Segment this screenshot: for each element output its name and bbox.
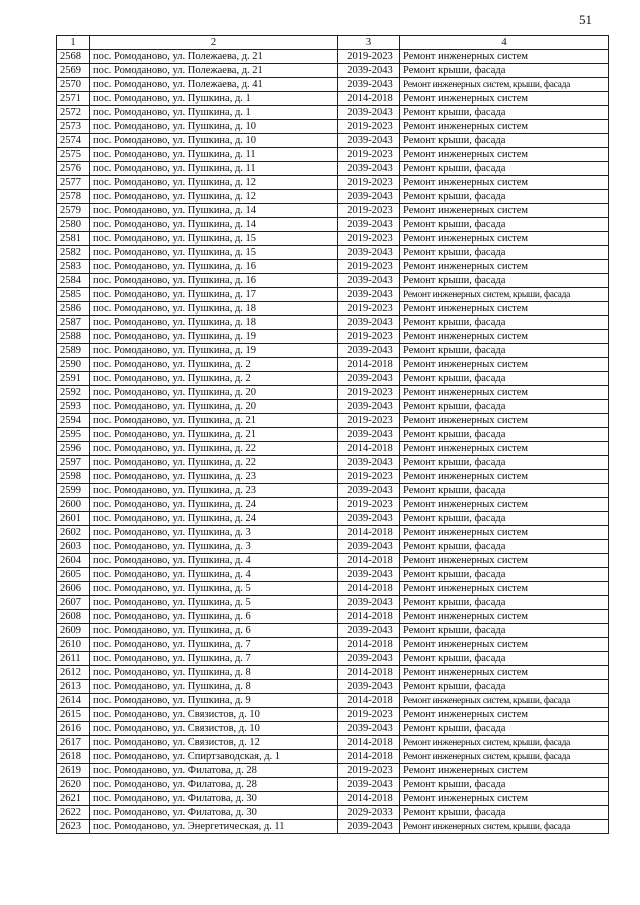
period-cell: 2019-2023 [338, 260, 400, 274]
row-number-cell: 2576 [57, 162, 90, 176]
address-cell: пос. Ромоданово, ул. Пушкина, д. 21 [90, 414, 338, 428]
table-row [57, 456, 609, 470]
period-cell: 2039-2043 [338, 78, 400, 92]
work-type-cell: Ремонт крыши, фасада [400, 596, 609, 610]
address-cell: пос. Ромоданово, ул. Пушкина, д. 15 [90, 232, 338, 246]
address-cell: пос. Ромоданово, ул. Пушкина, д. 11 [90, 148, 338, 162]
table-row [57, 316, 609, 330]
period-cell: 2039-2043 [338, 162, 400, 176]
address-cell: пос. Ромоданово, ул. Пушкина, д. 23 [90, 484, 338, 498]
row-number-cell: 2607 [57, 596, 90, 610]
work-type-cell: Ремонт инженерных систем, крыши, фасада [400, 78, 609, 92]
period-cell: 2019-2023 [338, 120, 400, 134]
table-row [57, 176, 609, 190]
period-cell: 2014-2018 [338, 638, 400, 652]
work-type-cell: Ремонт крыши, фасада [400, 246, 609, 260]
table-row [57, 806, 609, 820]
address-cell: пос. Ромоданово, ул. Пушкина, д. 24 [90, 512, 338, 526]
table-row [57, 344, 609, 358]
address-cell: пос. Ромоданово, ул. Пушкина, д. 18 [90, 316, 338, 330]
period-cell: 2039-2043 [338, 372, 400, 386]
work-type-cell: Ремонт инженерных систем, крыши, фасада [400, 288, 609, 302]
table-row [57, 624, 609, 638]
address-cell: пос. Ромоданово, ул. Филатова, д. 30 [90, 806, 338, 820]
period-cell: 2014-2018 [338, 554, 400, 568]
row-number-cell: 2621 [57, 792, 90, 806]
period-cell: 2019-2023 [338, 414, 400, 428]
period-cell: 2039-2043 [338, 400, 400, 414]
table-row [57, 148, 609, 162]
row-number-cell: 2578 [57, 190, 90, 204]
table-row [57, 568, 609, 582]
period-cell: 2014-2018 [338, 526, 400, 540]
table-row [57, 484, 609, 498]
table-row [57, 596, 609, 610]
address-cell: пос. Ромоданово, ул. Пушкина, д. 7 [90, 652, 338, 666]
row-number-cell: 2575 [57, 148, 90, 162]
work-type-cell: Ремонт инженерных систем [400, 554, 609, 568]
address-cell: пос. Ромоданово, ул. Полежаева, д. 21 [90, 64, 338, 78]
period-cell: 2014-2018 [338, 666, 400, 680]
table-row [57, 638, 609, 652]
work-type-cell: Ремонт крыши, фасада [400, 106, 609, 120]
row-number-cell: 2596 [57, 442, 90, 456]
table-row [57, 190, 609, 204]
period-cell: 2039-2043 [338, 722, 400, 736]
period-cell: 2014-2018 [338, 442, 400, 456]
address-cell: пос. Ромоданово, ул. Пушкина, д. 24 [90, 498, 338, 512]
table-row [57, 246, 609, 260]
work-type-cell: Ремонт инженерных систем [400, 50, 609, 64]
row-number-cell: 2622 [57, 806, 90, 820]
repair-schedule-table [56, 35, 609, 834]
table-body [57, 50, 609, 834]
table-row [57, 694, 609, 708]
period-cell: 2039-2043 [338, 456, 400, 470]
row-number-cell: 2591 [57, 372, 90, 386]
row-number-cell: 2604 [57, 554, 90, 568]
period-cell: 2039-2043 [338, 190, 400, 204]
address-cell: пос. Ромоданово, ул. Пушкина, д. 23 [90, 470, 338, 484]
address-cell: пос. Ромоданово, ул. Пушкина, д. 3 [90, 540, 338, 554]
table-row [57, 134, 609, 148]
period-cell: 2039-2043 [338, 820, 400, 834]
row-number-cell: 2568 [57, 50, 90, 64]
row-number-cell: 2611 [57, 652, 90, 666]
row-number-cell: 2571 [57, 92, 90, 106]
address-cell: пос. Ромоданово, ул. Пушкина, д. 6 [90, 624, 338, 638]
work-type-cell: Ремонт инженерных систем [400, 708, 609, 722]
work-type-cell: Ремонт крыши, фасада [400, 568, 609, 582]
period-cell: 2039-2043 [338, 484, 400, 498]
table-row [57, 288, 609, 302]
table-row [57, 610, 609, 624]
address-cell: пос. Ромоданово, ул. Пушкина, д. 20 [90, 400, 338, 414]
row-number-cell: 2574 [57, 134, 90, 148]
period-cell: 2019-2023 [338, 232, 400, 246]
work-type-cell: Ремонт инженерных систем [400, 638, 609, 652]
table-row [57, 540, 609, 554]
table-row [57, 302, 609, 316]
work-type-cell: Ремонт инженерных систем [400, 302, 609, 316]
table-row [57, 820, 609, 834]
row-number-cell: 2580 [57, 218, 90, 232]
period-cell: 2039-2043 [338, 512, 400, 526]
row-number-cell: 2613 [57, 680, 90, 694]
address-cell: пос. Ромоданово, ул. Пушкина, д. 5 [90, 582, 338, 596]
period-cell: 2019-2023 [338, 148, 400, 162]
period-cell: 2014-2018 [338, 736, 400, 750]
address-cell: пос. Ромоданово, ул. Пушкина, д. 14 [90, 204, 338, 218]
address-cell: пос. Ромоданово, ул. Пушкина, д. 22 [90, 456, 338, 470]
row-number-cell: 2614 [57, 694, 90, 708]
row-number-cell: 2572 [57, 106, 90, 120]
page-number: 51 [579, 12, 592, 27]
column-number-row [57, 36, 609, 50]
address-cell: пос. Ромоданово, ул. Пушкина, д. 3 [90, 526, 338, 540]
period-cell: 2039-2043 [338, 218, 400, 232]
address-cell: пос. Ромоданово, ул. Пушкина, д. 2 [90, 372, 338, 386]
period-cell: 2019-2023 [338, 204, 400, 218]
row-number-cell: 2586 [57, 302, 90, 316]
column-header-1: 1 [57, 36, 90, 50]
table-row [57, 162, 609, 176]
table-row [57, 106, 609, 120]
table-row [57, 764, 609, 778]
table-row [57, 442, 609, 456]
period-cell: 2039-2043 [338, 134, 400, 148]
row-number-cell: 2599 [57, 484, 90, 498]
column-header-2: 2 [90, 36, 338, 50]
table-row [57, 218, 609, 232]
work-type-cell: Ремонт инженерных систем [400, 204, 609, 218]
work-type-cell: Ремонт крыши, фасада [400, 428, 609, 442]
period-cell: 2014-2018 [338, 694, 400, 708]
row-number-cell: 2608 [57, 610, 90, 624]
table-row [57, 64, 609, 78]
period-cell: 2019-2023 [338, 176, 400, 190]
row-number-cell: 2579 [57, 204, 90, 218]
row-number-cell: 2620 [57, 778, 90, 792]
row-number-cell: 2598 [57, 470, 90, 484]
period-cell: 2039-2043 [338, 344, 400, 358]
work-type-cell: Ремонт инженерных систем [400, 526, 609, 540]
row-number-cell: 2593 [57, 400, 90, 414]
address-cell: пос. Ромоданово, ул. Пушкина, д. 2 [90, 358, 338, 372]
work-type-cell: Ремонт инженерных систем [400, 582, 609, 596]
row-number-cell: 2617 [57, 736, 90, 750]
address-cell: пос. Ромоданово, ул. Полежаева, д. 21 [90, 50, 338, 64]
table-row [57, 722, 609, 736]
work-type-cell: Ремонт инженерных систем [400, 414, 609, 428]
work-type-cell: Ремонт инженерных систем, крыши, фасада [400, 820, 609, 834]
work-type-cell: Ремонт инженерных систем [400, 148, 609, 162]
work-type-cell: Ремонт крыши, фасада [400, 806, 609, 820]
address-cell: пос. Ромоданово, ул. Пушкина, д. 16 [90, 260, 338, 274]
row-number-cell: 2569 [57, 64, 90, 78]
work-type-cell: Ремонт инженерных систем [400, 470, 609, 484]
address-cell: пос. Ромоданово, ул. Пушкина, д. 4 [90, 554, 338, 568]
row-number-cell: 2585 [57, 288, 90, 302]
work-type-cell: Ремонт инженерных систем [400, 386, 609, 400]
row-number-cell: 2582 [57, 246, 90, 260]
work-type-cell: Ремонт крыши, фасада [400, 484, 609, 498]
table-row [57, 372, 609, 386]
work-type-cell: Ремонт инженерных систем, крыши, фасада [400, 750, 609, 764]
address-cell: пос. Ромоданово, ул. Пушкина, д. 1 [90, 92, 338, 106]
period-cell: 2019-2023 [338, 498, 400, 512]
table-row [57, 428, 609, 442]
table-row [57, 204, 609, 218]
table-row [57, 708, 609, 722]
row-number-cell: 2615 [57, 708, 90, 722]
address-cell: пос. Ромоданово, ул. Пушкина, д. 5 [90, 596, 338, 610]
row-number-cell: 2577 [57, 176, 90, 190]
address-cell: пос. Ромоданово, ул. Связистов, д. 10 [90, 722, 338, 736]
row-number-cell: 2618 [57, 750, 90, 764]
period-cell: 2019-2023 [338, 470, 400, 484]
table-row [57, 652, 609, 666]
table-row [57, 92, 609, 106]
work-type-cell: Ремонт крыши, фасада [400, 624, 609, 638]
row-number-cell: 2597 [57, 456, 90, 470]
row-number-cell: 2573 [57, 120, 90, 134]
period-cell: 2014-2018 [338, 610, 400, 624]
address-cell: пос. Ромоданово, ул. Пушкина, д. 8 [90, 680, 338, 694]
work-type-cell: Ремонт инженерных систем [400, 764, 609, 778]
row-number-cell: 2584 [57, 274, 90, 288]
address-cell: пос. Ромоданово, ул. Пушкина, д. 11 [90, 162, 338, 176]
table-row [57, 232, 609, 246]
address-cell: пос. Ромоданово, ул. Пушкина, д. 8 [90, 666, 338, 680]
period-cell: 2014-2018 [338, 358, 400, 372]
address-cell: пос. Ромоданово, ул. Энергетическая, д. 11 [90, 820, 338, 834]
table-row [57, 400, 609, 414]
address-cell: пос. Ромоданово, ул. Спиртзаводская, д. 1 [90, 750, 338, 764]
column-header-4: 4 [400, 36, 609, 50]
work-type-cell: Ремонт крыши, фасада [400, 456, 609, 470]
table-row [57, 414, 609, 428]
period-cell: 2019-2023 [338, 50, 400, 64]
work-type-cell: Ремонт крыши, фасада [400, 190, 609, 204]
period-cell: 2019-2023 [338, 764, 400, 778]
row-number-cell: 2609 [57, 624, 90, 638]
address-cell: пос. Ромоданово, ул. Пушкина, д. 4 [90, 568, 338, 582]
period-cell: 2029-2033 [338, 806, 400, 820]
table-row [57, 330, 609, 344]
period-cell: 2014-2018 [338, 92, 400, 106]
address-cell: пос. Ромоданово, ул. Пушкина, д. 18 [90, 302, 338, 316]
period-cell: 2039-2043 [338, 680, 400, 694]
table-row [57, 582, 609, 596]
period-cell: 2039-2043 [338, 288, 400, 302]
work-type-cell: Ремонт инженерных систем [400, 120, 609, 134]
row-number-cell: 2570 [57, 78, 90, 92]
period-cell: 2039-2043 [338, 106, 400, 120]
address-cell: пос. Ромоданово, ул. Пушкина, д. 22 [90, 442, 338, 456]
address-cell: пос. Ромоданово, ул. Пушкина, д. 12 [90, 190, 338, 204]
table-row [57, 792, 609, 806]
work-type-cell: Ремонт инженерных систем [400, 232, 609, 246]
work-type-cell: Ремонт крыши, фасада [400, 218, 609, 232]
work-type-cell: Ремонт крыши, фасада [400, 64, 609, 78]
address-cell: пос. Ромоданово, ул. Пушкина, д. 19 [90, 344, 338, 358]
table-row [57, 736, 609, 750]
row-number-cell: 2590 [57, 358, 90, 372]
period-cell: 2019-2023 [338, 386, 400, 400]
row-number-cell: 2605 [57, 568, 90, 582]
address-cell: пос. Ромоданово, ул. Пушкина, д. 6 [90, 610, 338, 624]
table-row [57, 260, 609, 274]
row-number-cell: 2588 [57, 330, 90, 344]
table-row [57, 274, 609, 288]
address-cell: пос. Ромоданово, ул. Филатова, д. 30 [90, 792, 338, 806]
period-cell: 2014-2018 [338, 750, 400, 764]
period-cell: 2019-2023 [338, 708, 400, 722]
row-number-cell: 2601 [57, 512, 90, 526]
address-cell: пос. Ромоданово, ул. Пушкина, д. 17 [90, 288, 338, 302]
address-cell: пос. Ромоданово, ул. Пушкина, д. 10 [90, 134, 338, 148]
address-cell: пос. Ромоданово, ул. Связистов, д. 12 [90, 736, 338, 750]
period-cell: 2014-2018 [338, 792, 400, 806]
table-row [57, 526, 609, 540]
row-number-cell: 2594 [57, 414, 90, 428]
work-type-cell: Ремонт инженерных систем [400, 610, 609, 624]
period-cell: 2039-2043 [338, 246, 400, 260]
period-cell: 2039-2043 [338, 624, 400, 638]
work-type-cell: Ремонт инженерных систем [400, 442, 609, 456]
column-header-3: 3 [338, 36, 400, 50]
address-cell: пос. Ромоданово, ул. Полежаева, д. 41 [90, 78, 338, 92]
address-cell: пос. Ромоданово, ул. Пушкина, д. 7 [90, 638, 338, 652]
period-cell: 2039-2043 [338, 652, 400, 666]
work-type-cell: Ремонт крыши, фасада [400, 372, 609, 386]
work-type-cell: Ремонт крыши, фасада [400, 652, 609, 666]
address-cell: пос. Ромоданово, ул. Пушкина, д. 15 [90, 246, 338, 260]
period-cell: 2039-2043 [338, 64, 400, 78]
period-cell: 2039-2043 [338, 428, 400, 442]
address-cell: пос. Ромоданово, ул. Пушкина, д. 19 [90, 330, 338, 344]
row-number-cell: 2602 [57, 526, 90, 540]
row-number-cell: 2610 [57, 638, 90, 652]
period-cell: 2039-2043 [338, 274, 400, 288]
period-cell: 2039-2043 [338, 568, 400, 582]
work-type-cell: Ремонт инженерных систем, крыши, фасада [400, 694, 609, 708]
address-cell: пос. Ромоданово, ул. Пушкина, д. 14 [90, 218, 338, 232]
work-type-cell: Ремонт инженерных систем [400, 260, 609, 274]
table-row [57, 120, 609, 134]
work-type-cell: Ремонт крыши, фасада [400, 316, 609, 330]
work-type-cell: Ремонт крыши, фасада [400, 400, 609, 414]
row-number-cell: 2595 [57, 428, 90, 442]
address-cell: пос. Ромоданово, ул. Пушкина, д. 16 [90, 274, 338, 288]
row-number-cell: 2603 [57, 540, 90, 554]
table-row [57, 470, 609, 484]
table-row [57, 666, 609, 680]
work-type-cell: Ремонт инженерных систем [400, 330, 609, 344]
work-type-cell: Ремонт крыши, фасада [400, 722, 609, 736]
work-type-cell: Ремонт крыши, фасада [400, 680, 609, 694]
table-row [57, 358, 609, 372]
address-cell: пос. Ромоданово, ул. Пушкина, д. 12 [90, 176, 338, 190]
table-row [57, 680, 609, 694]
address-cell: пос. Ромоданово, ул. Филатова, д. 28 [90, 778, 338, 792]
row-number-cell: 2619 [57, 764, 90, 778]
address-cell: пос. Ромоданово, ул. Пушкина, д. 1 [90, 106, 338, 120]
period-cell: 2019-2023 [338, 330, 400, 344]
work-type-cell: Ремонт крыши, фасада [400, 540, 609, 554]
work-type-cell: Ремонт инженерных систем [400, 498, 609, 512]
work-type-cell: Ремонт инженерных систем [400, 358, 609, 372]
address-cell: пос. Ромоданово, ул. Пушкина, д. 10 [90, 120, 338, 134]
row-number-cell: 2600 [57, 498, 90, 512]
address-cell: пос. Ромоданово, ул. Пушкина, д. 20 [90, 386, 338, 400]
period-cell: 2039-2043 [338, 778, 400, 792]
work-type-cell: Ремонт инженерных систем [400, 176, 609, 190]
table-row [57, 512, 609, 526]
work-type-cell: Ремонт крыши, фасада [400, 162, 609, 176]
work-type-cell: Ремонт крыши, фасада [400, 512, 609, 526]
table-row [57, 386, 609, 400]
work-type-cell: Ремонт инженерных систем [400, 92, 609, 106]
address-cell: пос. Ромоданово, ул. Филатова, д. 28 [90, 764, 338, 778]
table-row [57, 778, 609, 792]
period-cell: 2039-2043 [338, 316, 400, 330]
work-type-cell: Ремонт крыши, фасада [400, 134, 609, 148]
row-number-cell: 2606 [57, 582, 90, 596]
row-number-cell: 2592 [57, 386, 90, 400]
work-type-cell: Ремонт крыши, фасада [400, 778, 609, 792]
period-cell: 2039-2043 [338, 540, 400, 554]
table-row [57, 750, 609, 764]
address-cell: пос. Ромоданово, ул. Пушкина, д. 21 [90, 428, 338, 442]
work-type-cell: Ремонт крыши, фасада [400, 344, 609, 358]
address-cell: пос. Ромоданово, ул. Связистов, д. 10 [90, 708, 338, 722]
address-cell: пос. Ромоданово, ул. Пушкина, д. 9 [90, 694, 338, 708]
row-number-cell: 2581 [57, 232, 90, 246]
period-cell: 2019-2023 [338, 302, 400, 316]
row-number-cell: 2616 [57, 722, 90, 736]
period-cell: 2014-2018 [338, 582, 400, 596]
work-type-cell: Ремонт крыши, фасада [400, 274, 609, 288]
table-row [57, 498, 609, 512]
work-type-cell: Ремонт инженерных систем, крыши, фасада [400, 736, 609, 750]
row-number-cell: 2587 [57, 316, 90, 330]
row-number-cell: 2589 [57, 344, 90, 358]
row-number-cell: 2612 [57, 666, 90, 680]
row-number-cell: 2623 [57, 820, 90, 834]
period-cell: 2039-2043 [338, 596, 400, 610]
work-type-cell: Ремонт инженерных систем [400, 666, 609, 680]
table-row [57, 50, 609, 64]
row-number-cell: 2583 [57, 260, 90, 274]
work-type-cell: Ремонт инженерных систем [400, 792, 609, 806]
table-row [57, 554, 609, 568]
table-row [57, 78, 609, 92]
